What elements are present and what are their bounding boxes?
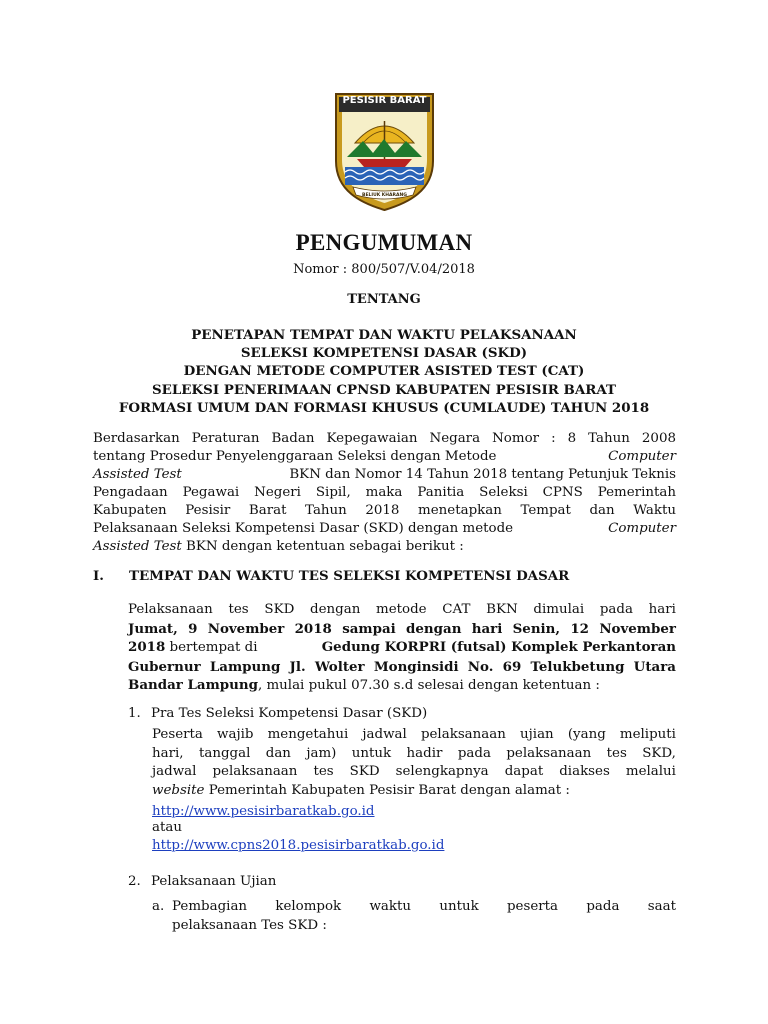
list-item-number: 1. bbox=[128, 706, 141, 721]
subject-line: FORMASI UMUM DAN FORMASI KHUSUS (CUMLAUDE) TAHUN 2018 bbox=[118, 399, 650, 416]
para-line: 2018 bertempat di Gedung KORPRI (futsal) Komplek Perkantoran bbox=[128, 639, 676, 656]
subject-line: DENGAN METODE COMPUTER ASISTED TEST (CAT) bbox=[183, 363, 585, 380]
intro-line: tentang Prosedur Penyelenggaraan Seleksi dengan Metode Computer bbox=[93, 449, 676, 464]
subject-heading bbox=[0, 326, 768, 417]
intro-line: Kabupaten Pesisir Barat Tahun 2018 menetapkan Tempat dan Waktu bbox=[93, 503, 676, 518]
item-paragraph bbox=[152, 726, 676, 800]
para-line: hari, tanggal dan jam) untuk hadir pada pelaksanaan tes SKD, bbox=[152, 745, 676, 761]
para-line: jadwal pelaksanaan tes SKD selengkapnya dapat diakses melalui bbox=[152, 764, 676, 780]
intro-line: Assisted Test BKN dan Nomor 14 Tahun 2018 tentang Petunjuk Teknis bbox=[93, 467, 676, 482]
list-item-number: 2. bbox=[128, 874, 141, 889]
sub-item-body bbox=[172, 898, 676, 935]
para-line: Pelaksanaan tes SKD dengan metode CAT BKN dimulai pada hari bbox=[128, 602, 676, 617]
subject-line: SELEKSI KOMPETENSI DASAR (SKD) bbox=[240, 345, 528, 362]
website-link-cpns[interactable]: http://www.cpns2018.pesisirbaratkab.go.id bbox=[152, 838, 445, 853]
section-number: I. bbox=[93, 568, 104, 584]
subject-line: SELEKSI PENERIMAAN CPNSD KABUPATEN PESISIR BARAT bbox=[152, 381, 616, 398]
para-line: Jumat, 9 November 2018 sampai dengan hari Senin, 12 November bbox=[128, 620, 676, 637]
para-line: Gubernur Lampung Jl. Wolter Monginsidi No. 69 Telukbetung Utara bbox=[128, 658, 676, 675]
sub-item-letter: a. bbox=[152, 899, 165, 914]
intro-line: Berdasarkan Peraturan Badan Kepegawaian Negara Nomor : 8 Tahun 2008 bbox=[93, 431, 676, 446]
subject-line: PENETAPAN TEMPAT DAN WAKTU PELAKSANAAN bbox=[191, 327, 577, 343]
atau-text: atau bbox=[152, 820, 182, 835]
para-line: Peserta wajib mengetahui jadwal pelaksanaan ujian (yang meliputi bbox=[152, 727, 676, 742]
section-title: TEMPAT DAN WAKTU TES SELEKSI KOMPETENSI DASAR bbox=[129, 568, 570, 584]
intro-paragraph bbox=[93, 430, 676, 556]
document-number: Nomor : 800/507/V.04/2018 bbox=[293, 262, 475, 277]
section-paragraph bbox=[128, 601, 676, 696]
logo-banner-text: PESISIR BARAT bbox=[342, 95, 427, 106]
intro-line: Assisted Test BKN dengan ketentuan sebagai berikut : bbox=[93, 539, 464, 554]
para-line: Bandar Lampung, mulai pukul 07.30 s.d selesai dengan ketentuan : bbox=[128, 677, 600, 694]
intro-line: Pelaksanaan Seleksi Kompetensi Dasar (SKD) dengan metode Computer bbox=[93, 521, 676, 536]
para-line: website Pemerintah Kabupaten Pesisir Barat dengan alamat : bbox=[152, 782, 570, 798]
logo-motto-text: BELIUK KHARANG bbox=[362, 193, 407, 198]
list-item-title: Pra Tes Seleksi Kompetensi Dasar (SKD) bbox=[151, 706, 428, 721]
para-line: Pembagian kelompok waktu untuk peserta pada saat bbox=[172, 899, 676, 914]
list-item-title: Pelaksanaan Ujian bbox=[151, 874, 277, 889]
tentang-heading: TENTANG bbox=[347, 292, 421, 307]
para-line: pelaksanaan Tes SKD : bbox=[172, 917, 327, 933]
website-link[interactable]: http://www.pesisirbaratkab.go.id bbox=[152, 804, 375, 819]
intro-line: Pengadaan Pegawai Negeri Sipil, maka Panitia Seleksi CPNS Pemerintah bbox=[93, 485, 676, 500]
document-title: PENGUMUMAN bbox=[295, 230, 473, 255]
